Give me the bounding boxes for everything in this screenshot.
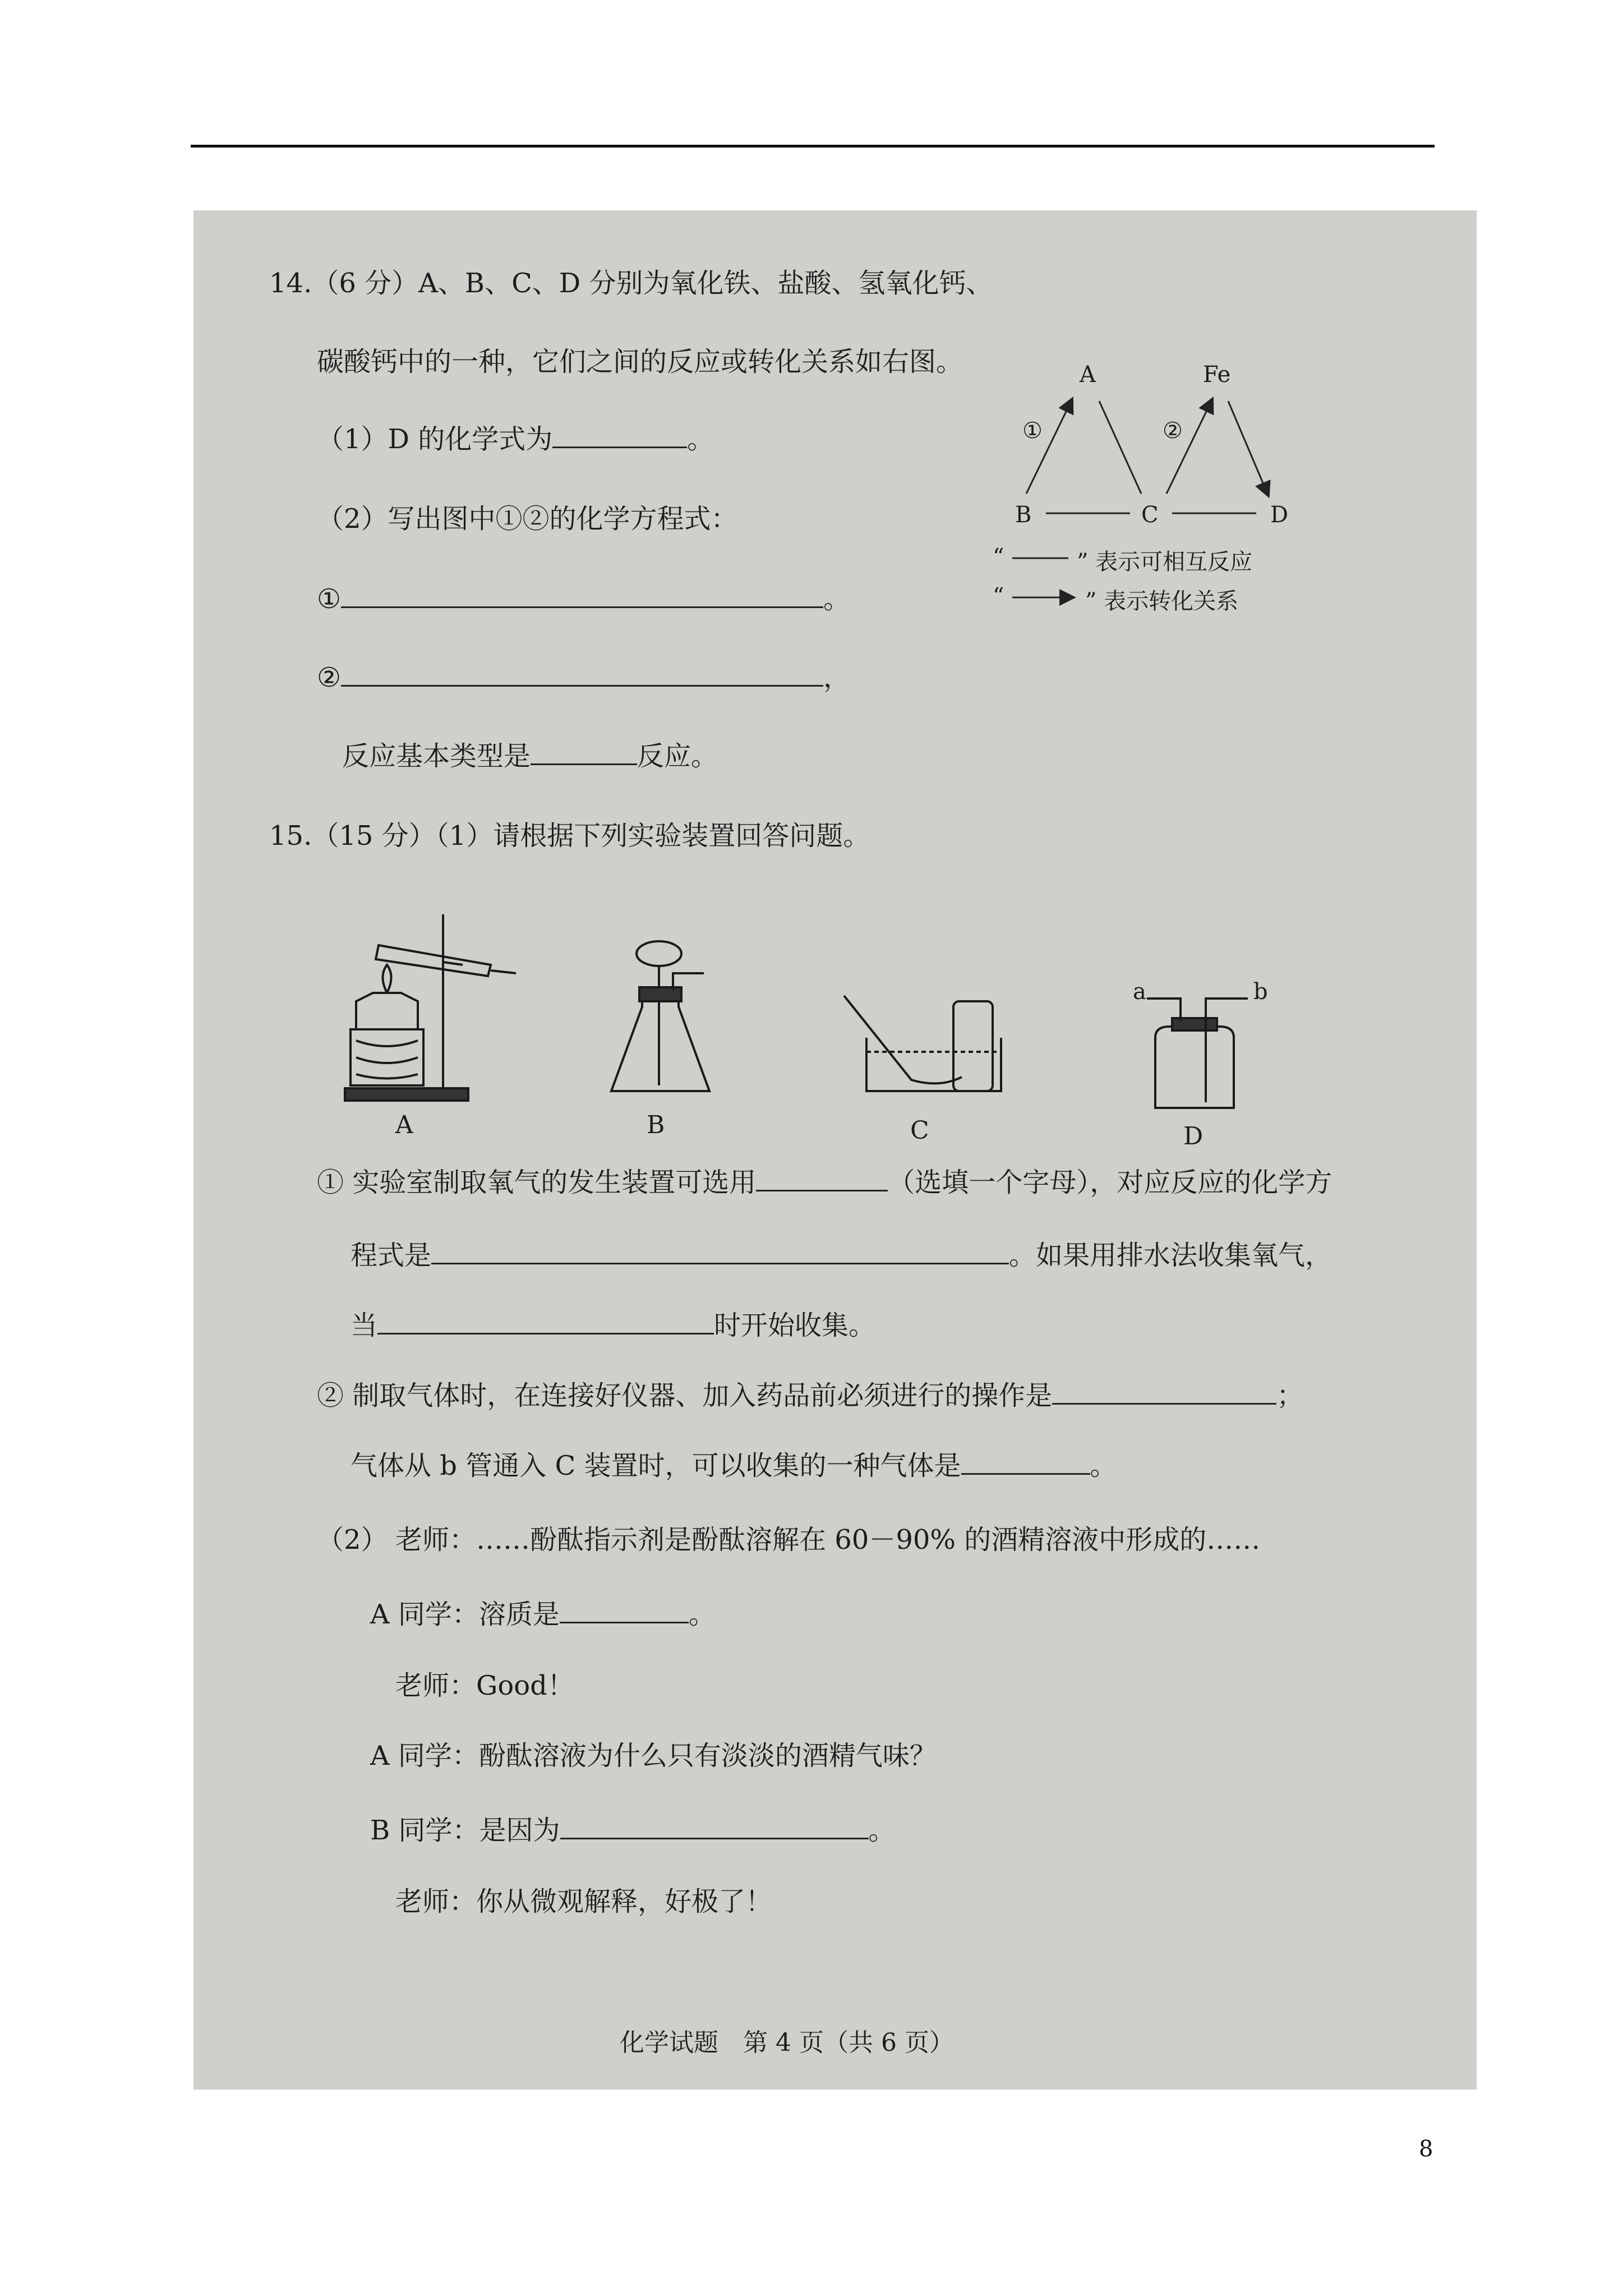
arrow-label-1: ①: [1022, 418, 1043, 444]
q15-s2-line1: ② 制取气体时，在连接好仪器、加入药品前必须进行的操作是 ；: [317, 1377, 1303, 1412]
q15-s1-line3: 当 时开始收集。: [351, 1307, 875, 1342]
legend-arrow-open: “: [993, 583, 1004, 609]
answer-blank[interactable]: [560, 1596, 689, 1623]
q14-eq1: ① 。: [317, 581, 850, 616]
q15-s2-line2: 气体从 b 管通入 C 装置时，可以收集的一种气体是 。: [351, 1447, 1117, 1483]
legend-arrow-text: ” 表示转化关系: [1085, 588, 1239, 614]
apparatus-label-b: B: [647, 1111, 665, 1139]
apparatus-label-c: C: [910, 1116, 929, 1145]
apparatus-d: [1147, 999, 1248, 1108]
scanned-exam-page: [193, 210, 1477, 2090]
arrow-label-2: ②: [1163, 418, 1183, 444]
node-c: C: [1141, 502, 1159, 528]
answer-blank[interactable]: [961, 1447, 1090, 1475]
q15-part2-number: （2）: [317, 1524, 388, 1556]
q15-teacher-line3: 老师：你从微观解释，好极了！: [395, 1886, 773, 1917]
answer-blank[interactable]: [531, 738, 637, 765]
apparatus-drawings: [193, 210, 1477, 603]
node-a: A: [1080, 362, 1096, 388]
node-d: D: [1270, 502, 1289, 528]
answer-blank[interactable]: [756, 1164, 888, 1191]
apparatus-label-a: A: [395, 1111, 413, 1139]
q15-teacher-line2: 老师：Good！: [395, 1670, 574, 1701]
tube-label-a: a: [1133, 979, 1146, 1005]
q15-line1: 15.（15 分）（1）请根据下列实验装置回答问题。: [269, 820, 870, 852]
apparatus-b: [611, 941, 709, 1091]
answer-blank[interactable]: [1052, 1377, 1276, 1405]
q14-reaction-type: 反应基本类型是 反应。: [342, 738, 718, 773]
page-number: 8: [1419, 2136, 1433, 2162]
apparatus-a: [345, 914, 516, 1101]
q14-eq2: ② ，: [317, 659, 850, 694]
q15-teacher-line1: 老师：……酚酞指示剂是酚酞溶解在 60－90% 的酒精溶液中形成的……: [395, 1524, 1261, 1556]
top-rule: [191, 145, 1435, 148]
page-footer: 化学试题 第 4 页（共 6 页）: [620, 2028, 954, 2057]
q14-line2: 碳酸钙中的一种，它们之间的反应或转化关系如右图。: [317, 346, 963, 378]
legend-line-open: “: [993, 544, 1004, 570]
tube-label-b: b: [1253, 979, 1268, 1005]
answer-blank[interactable]: [560, 1812, 869, 1839]
legend-line-text: ” 表示可相互反应: [1077, 549, 1253, 575]
answer-blank[interactable]: [431, 1237, 1009, 1264]
q14-part2: （2）写出图中①②的化学方程式：: [317, 503, 738, 535]
answer-blank[interactable]: [377, 1307, 714, 1335]
node-fe: Fe: [1203, 362, 1231, 388]
q15-student-a-line2: A 同学：酚酞溶液为什么只有淡淡的酒精气味？: [370, 1740, 937, 1772]
q15-student-b-line1: B 同学：是因为 。: [370, 1812, 896, 1847]
q14-line1: 14.（6 分）A、B、C、D 分别为氧化铁、盐酸、氢氧化钙、: [269, 268, 993, 299]
q15-s1-line2: 程式是 。如果用排水法收集氧气，: [351, 1237, 1332, 1272]
answer-blank[interactable]: [341, 659, 823, 687]
q15-student-a-line1: A 同学：溶质是 。: [370, 1596, 716, 1631]
q15-s1-line1: ① 实验室制取氧气的发生装置可选用 （选填一个字母），对应反应的化学方: [317, 1164, 1332, 1199]
node-b: B: [1015, 502, 1032, 528]
apparatus-label-d: D: [1183, 1122, 1204, 1151]
q14-part1: （1）D 的化学式为 。: [317, 421, 714, 456]
apparatus-c: [844, 996, 1001, 1091]
